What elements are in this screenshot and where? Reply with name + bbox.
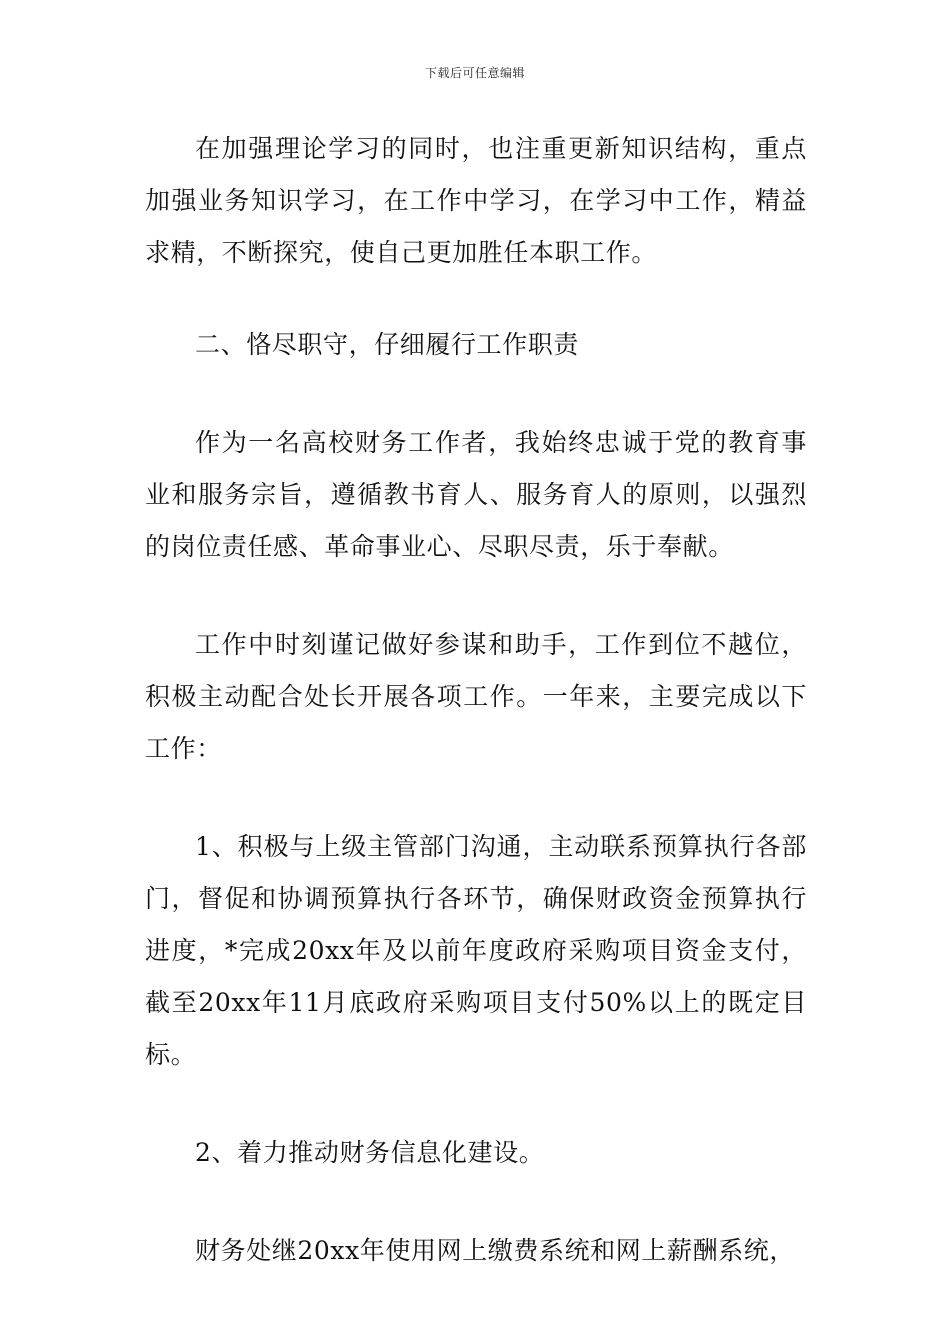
paragraph-gap	[145, 279, 807, 319]
paragraph-gap	[145, 1081, 807, 1127]
document-body	[145, 123, 807, 1277]
paragraph-online-systems: 财务处继20xx年使用网上缴费系统和网上薪酬系统，	[195, 1236, 796, 1265]
paragraph-gap	[145, 573, 807, 619]
section-heading-duties: 二、恪尽职守，仔细履行工作职责	[195, 330, 580, 359]
download-note: 下载后可任意编辑	[424, 66, 525, 80]
paragraph-theory-study: 在加强理论学习的同时，也注重更新知识结构，重点加强业务知识学习，在工作中学习，在学习中工作，精益求精，不断探究，使自己更加胜任本职工作。	[145, 134, 807, 267]
paragraph-gap	[145, 371, 807, 417]
paragraph-item-1: 1、积极与上级主管部门沟通，主动联系预算执行各部门，督促和协调预算执行各环节，确保财政资金预算执行进度，*完成20xx年及以前年度政府采购项目资金支付，截至20xx年11月底政府采购项目支付50%以上的既定目标。	[145, 832, 807, 1069]
paragraph-finance-worker: 作为一名高校财务工作者，我始终忠诚于党的教育事业和服务宗旨，遵循教书育人、服务育人的原则，以强烈的岗位责任感、革命事业心、尽职尽责，乐于奉献。	[145, 428, 807, 561]
paragraph-gap	[145, 1179, 807, 1225]
paragraph-assistant-role: 工作中时刻谨记做好参谋和助手，工作到位不越位，积极主动配合处长开展各项工作。一年来，主要完成以下工作：	[145, 630, 807, 763]
paragraph-item-2: 2、着力推动财务信息化建设。	[195, 1138, 545, 1167]
paragraph-gap	[145, 775, 807, 821]
